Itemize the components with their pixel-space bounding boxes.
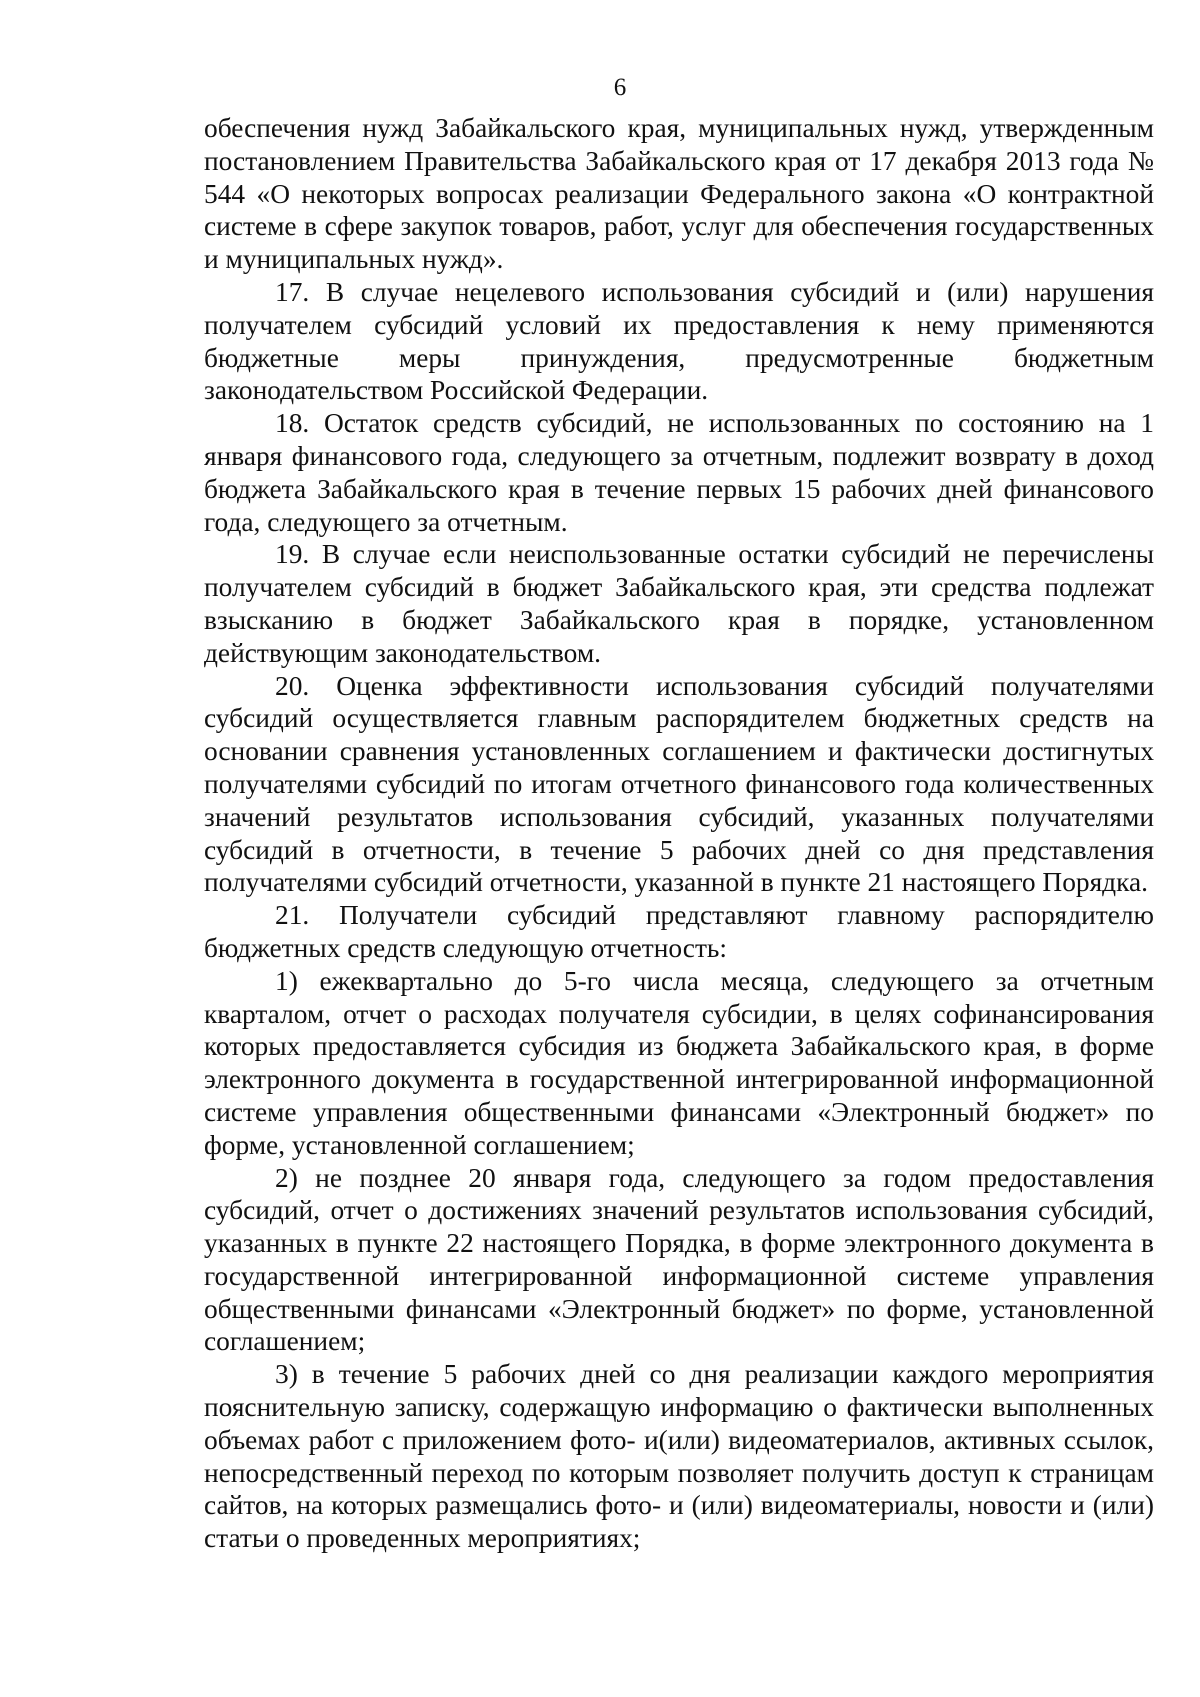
paragraph-item-18: 18. Остаток средств субсидий, не использованных по состоянию на 1 января финансового года, следующего за отчетным, подлежит возврату в доход бюджета Забайкальского края в течение первых 15 рабочих дней финансового года, следующего за отчетным. [204, 408, 1154, 537]
paragraph-subitem-2: 2) не позднее 20 января года, следующего за годом предоставления субсидий, отчет о достижениях значений результатов использования субсидий, указанных в пункте 22 настоящего Порядка, в форме электронного документа в государственной интегрированной информационной системе управления общественными финансами «Электронный бюджет» по форме, установленной соглашением; [204, 1162, 1154, 1357]
paragraph-item-17: 17. В случае нецелевого использования субсидий и (или) нарушения получателем субсидий условий их предоставления к нему применяются бюджетные меры принуждения, предусмотренные бюджетным законодательством Российской Федерации. [204, 276, 1154, 406]
paragraph-item-21: 21. Получатели субсидий представляют главному распорядителю бюджетных средств следующую отчетность: [204, 900, 1154, 963]
paragraph-item-19: 19. В случае если неиспользованные остатки субсидий не перечислены получателем субсидий в бюджет Забайкальского края, эти средства подлежат взысканию в бюджет Забайкальского края в порядке, установленном действующим законодательством. [204, 539, 1154, 668]
document-body [204, 112, 1154, 1555]
paragraph-item-20: 20. Оценка эффективности использования субсидий получателями субсидий осуществляется главным распорядителем бюджетных средств на основании сравнения установленных соглашением и фактически достигнутых получателями субсидий по итогам отчетного финансового года количественных значений результатов использования субсидий, указанных получателями субсидий в отчетности, в течение 5 рабочих дней со дня представления получателями субсидий отчетности, указанной в пункте 21 настоящего Порядка. [204, 670, 1154, 898]
page-number: 6 [613, 74, 627, 101]
paragraph-continuation: обеспечения нужд Забайкальского края, муниципальных нужд, утвержденным постановлением Правительства Забайкальского края от 17 декабря 2013 года № 544 «О некоторых вопросах реализации Федерального закона «О контрактной системе в сфере закупок товаров, работ, услуг для обеспечения государственных и муниципальных нужд». [204, 113, 1154, 275]
paragraph-subitem-3: 3) в течение 5 рабочих дней со дня реализации каждого мероприятия пояснительную записку, содержащую информацию о фактически выполненных объемах работ с приложением фото- и(или) видеоматериалов, активных ссылок, непосредственный переход по которым позволяет получить доступ к страницам сайтов, на которых размещались фото- и (или) видеоматериалы, новости и (или) статьи о проведенных мероприятиях; [204, 1359, 1154, 1554]
paragraph-subitem-1: 1) ежеквартально до 5-го числа месяца, следующего за отчетным кварталом, отчет о расходах получателя субсидии, в целях софинансирования которых предоставляется субсидия из бюджета Забайкальского края, в форме электронного документа в государственной интегрированной информационной системе управления общественными финансами «Электронный бюджет» по форме, установленной соглашением; [204, 965, 1154, 1160]
